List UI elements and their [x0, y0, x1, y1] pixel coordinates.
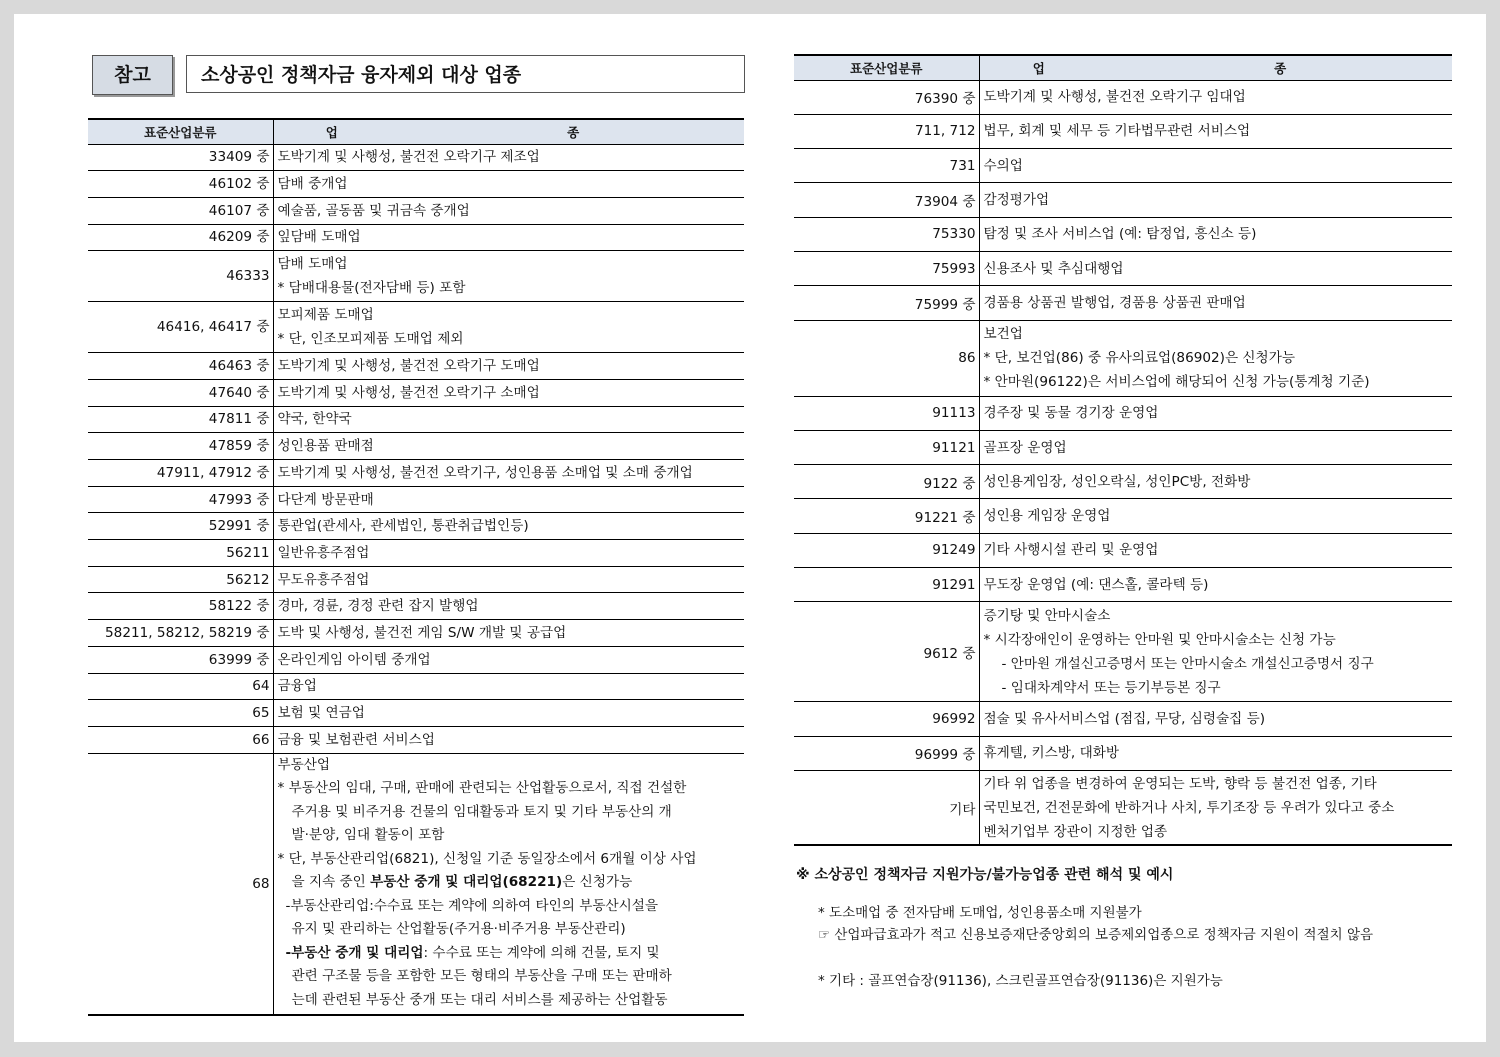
industry-code: 47993 중 [88, 486, 273, 513]
header-industry: 업 종 [979, 55, 1452, 80]
industry-description [979, 602, 1452, 702]
description-line: * 담배대용물(전자담배 등) 포함 [277, 280, 466, 297]
table-row [794, 430, 1452, 464]
table-row [88, 700, 744, 727]
description-line: 무도유흥주점업 [277, 571, 370, 588]
table-row [794, 533, 1452, 567]
description-line: 법무, 회계 및 세무 등 기타법무관련 서비스업 [983, 123, 1251, 140]
description-line: * 단, 인조모피제품 도매업 제외 [277, 331, 464, 348]
description-line: 증기탕 및 안마시술소 [983, 607, 1111, 624]
industry-description [979, 770, 1452, 845]
description-line: 골프장 운영업 [983, 439, 1067, 456]
excluded-industries-table-left [88, 118, 744, 1016]
industry-description [979, 702, 1452, 736]
description-line: 을 지속 중인 부동산 중개 및 대리업(68221)은 신청가능 [291, 874, 633, 891]
industry-code: 58122 중 [88, 593, 273, 620]
header-code: 표준산업분류 [88, 119, 273, 144]
industry-code: 9122 중 [794, 465, 979, 499]
table-row [88, 726, 744, 753]
industry-code: 711, 712 [794, 114, 979, 148]
notes-heading: ※ 소상공인 정책자금 지원가능/불가능업종 관련 해석 및 예시 [796, 867, 1174, 883]
header-industry: 업 종 [273, 119, 744, 144]
description-line: 도박기계 및 사행성, 불건전 오락기구 제조업 [277, 149, 540, 166]
industry-description [273, 486, 744, 513]
industry-description [979, 533, 1452, 567]
description-line: 예술품, 골동품 및 귀금속 중개업 [277, 202, 470, 219]
description-line: 보건업 [983, 326, 1023, 343]
description-line: - 안마원 개설신고증명서 또는 안마시술소 개설신고증명서 징구 [1001, 655, 1374, 672]
table-row [88, 460, 744, 487]
reference-badge: 참고 [92, 55, 173, 95]
industry-code: 65 [88, 700, 273, 727]
table-row [794, 251, 1452, 285]
description-line: 도박기계 및 사행성, 불건전 오락기구, 성인용품 소매업 및 소매 중개업 [277, 464, 693, 481]
industry-description [979, 465, 1452, 499]
industry-code: 46209 중 [88, 224, 273, 251]
table-row [794, 702, 1452, 736]
industry-description [273, 251, 744, 302]
industry-description [273, 620, 744, 647]
description-line: - 임대차계약서 또는 등기부등본 징구 [1001, 679, 1221, 696]
description-line: 담배 중개업 [277, 176, 348, 193]
table-row [88, 406, 744, 433]
note-line: ☞ 산업파급효과가 적고 신용보증재단중앙회의 보증제외업종으로 정책자금 지원이 적절치 않음 [818, 927, 1374, 943]
industry-code: 75993 [794, 251, 979, 285]
table-row [88, 646, 744, 673]
industry-description [273, 353, 744, 380]
table-row [794, 499, 1452, 533]
industry-code: 96999 중 [794, 736, 979, 770]
document-page [14, 14, 1486, 1042]
industry-description [273, 726, 744, 753]
description-line: 일반유흥주점업 [277, 544, 370, 561]
table-header-row [794, 55, 1452, 80]
description-line: 주거용 및 비주거용 건물의 임대활동과 토지 및 기타 부동산의 개 [291, 803, 672, 820]
description-line: 담배 도매업 [277, 256, 348, 273]
header-code: 표준산업분류 [794, 55, 979, 80]
description-line: 는데 관련된 부동산 중개 또는 대리 서비스를 제공하는 산업활동 [291, 991, 668, 1008]
industry-description [273, 302, 744, 353]
table-row [88, 224, 744, 251]
note-line: * 도소매업 중 전자담배 도매업, 성인용품소매 지원불가 [818, 905, 1142, 921]
industry-code: 46333 [88, 251, 273, 302]
note-line: * 기타 : 골프연습장(91136), 스크린골프연습장(91136)은 지원가능 [818, 973, 1223, 989]
description-line: 도박 및 사행성, 불건전 게임 S/W 개발 및 공급업 [277, 624, 567, 641]
description-line: 휴게텔, 키스방, 대화방 [983, 745, 1119, 762]
industry-code: 91113 [794, 396, 979, 430]
table-row [88, 753, 744, 1015]
description-line: 기타 사행시설 관리 및 운영업 [983, 542, 1159, 559]
table-row [794, 770, 1452, 845]
industry-description [273, 700, 744, 727]
description-line: 보험 및 연금업 [277, 705, 365, 722]
description-line: 경마, 경륜, 경정 관련 잡지 발행업 [277, 598, 479, 615]
industry-description [273, 171, 744, 198]
industry-description [273, 197, 744, 224]
description-line: 벤처기업부 장관이 지정한 업종 [983, 823, 1168, 840]
industry-description [979, 251, 1452, 285]
industry-code: 64 [88, 673, 273, 700]
description-line: 온라인게임 아이템 중개업 [277, 651, 431, 668]
table-row [88, 171, 744, 198]
description-line: 경주장 및 동물 경기장 운영업 [983, 405, 1159, 422]
description-line: 감정평가업 [983, 192, 1050, 209]
description-line: 관련 구조물 등을 포함한 모든 형태의 부동산을 구매 또는 판매하 [291, 968, 672, 985]
description-line: 도박기계 및 사행성, 불건전 오락기구 임대업 [983, 89, 1246, 106]
industry-code: 73904 중 [794, 183, 979, 217]
table-header-row [88, 119, 744, 144]
table-body-left [88, 144, 744, 1015]
description-line: 무도장 운영업 (예: 댄스홀, 콜라텍 등) [983, 576, 1209, 593]
table-row [88, 302, 744, 353]
description-line: 성인용품 판매점 [277, 438, 374, 455]
industry-code: 91121 [794, 430, 979, 464]
description-line: 부동산업 [277, 756, 331, 773]
industry-code: 9612 중 [794, 602, 979, 702]
industry-description [979, 736, 1452, 770]
table-row [794, 602, 1452, 702]
description-line: 경품용 상품권 발행업, 경품용 상품권 판매업 [983, 294, 1246, 311]
notes-section [796, 864, 1456, 992]
industry-description [979, 430, 1452, 464]
industry-code: 46463 중 [88, 353, 273, 380]
description-line: 발·분양, 임대 활동이 포함 [291, 827, 445, 844]
table-row [88, 513, 744, 540]
industry-description [979, 568, 1452, 602]
table-row [88, 673, 744, 700]
industry-code: 68 [88, 753, 273, 1015]
industry-description [273, 673, 744, 700]
table-row [794, 736, 1452, 770]
industry-code: 66 [88, 726, 273, 753]
industry-description [979, 396, 1452, 430]
industry-code: 56212 [88, 566, 273, 593]
table-row [88, 486, 744, 513]
industry-description [979, 183, 1452, 217]
table-row [88, 566, 744, 593]
industry-code: 33409 중 [88, 144, 273, 171]
industry-description [979, 149, 1452, 183]
table-row [794, 114, 1452, 148]
table-row [88, 540, 744, 567]
table-row [88, 379, 744, 406]
description-line: * 안마원(96122)은 서비스업에 해당되어 신청 가능(통계청 기준) [983, 374, 1370, 391]
industry-code: 52991 중 [88, 513, 273, 540]
description-line: 국민보건, 건전문화에 반하거나 사치, 투기조장 등 우려가 있다고 중소 [983, 799, 1395, 816]
industry-description [273, 593, 744, 620]
industry-description [979, 320, 1452, 396]
industry-code: 47859 중 [88, 433, 273, 460]
table-row [88, 353, 744, 380]
table-row [88, 433, 744, 460]
industry-description [273, 406, 744, 433]
excluded-industries-table-right [794, 54, 1452, 846]
description-line: 금융 및 보험관련 서비스업 [277, 731, 435, 748]
description-line: 도박기계 및 사행성, 불건전 오락기구 소매업 [277, 384, 540, 401]
industry-description [273, 224, 744, 251]
industry-description [273, 513, 744, 540]
description-line: * 단, 보건업(86) 중 유사의료업(86902)은 신청가능 [983, 350, 1295, 367]
table-row [794, 286, 1452, 320]
table-row [794, 396, 1452, 430]
table-body-right [794, 80, 1452, 845]
description-line: 유지 및 관리하는 산업활동(주거용·비주거용 부동산관리) [291, 921, 626, 938]
description-line: 기타 위 업종을 변경하여 운영되는 도박, 향락 등 불건전 업종, 기타 [983, 775, 1377, 792]
table-row [794, 80, 1452, 114]
industry-description [979, 286, 1452, 320]
industry-code: 46416, 46417 중 [88, 302, 273, 353]
industry-code: 47911, 47912 중 [88, 460, 273, 487]
industry-description [273, 144, 744, 171]
industry-description [273, 460, 744, 487]
industry-code: 91221 중 [794, 499, 979, 533]
industry-description [979, 80, 1452, 114]
table-row [794, 217, 1452, 251]
industry-code: 46107 중 [88, 197, 273, 224]
industry-code: 91249 [794, 533, 979, 567]
description-line: * 시각장애인이 운영하는 안마원 및 안마시술소는 신청 가능 [983, 631, 1336, 648]
industry-description [979, 114, 1452, 148]
industry-code: 58211, 58212, 58219 중 [88, 620, 273, 647]
industry-code: 63999 중 [88, 646, 273, 673]
industry-code: 46102 중 [88, 171, 273, 198]
description-line: 탐정 및 조사 서비스업 (예: 탐정업, 흥신소 등) [983, 226, 1257, 243]
industry-description [273, 566, 744, 593]
industry-code: 76390 중 [794, 80, 979, 114]
description-line: 잎담배 도매업 [277, 229, 361, 246]
table-row [88, 251, 744, 302]
table-row [88, 197, 744, 224]
table-row [794, 568, 1452, 602]
industry-code: 75999 중 [794, 286, 979, 320]
industry-code: 91291 [794, 568, 979, 602]
title-bar [92, 55, 745, 95]
table-row [794, 320, 1452, 396]
industry-code: 56211 [88, 540, 273, 567]
table-row [794, 465, 1452, 499]
industry-code: 86 [794, 320, 979, 396]
industry-code: 75330 [794, 217, 979, 251]
table-row [794, 149, 1452, 183]
description-line: 도박기계 및 사행성, 불건전 오락기구 도매업 [277, 358, 540, 375]
table-row [88, 593, 744, 620]
description-line: 통관업(관세사, 관세법인, 통관취급법인등) [277, 518, 529, 535]
industry-description [273, 379, 744, 406]
description-line: 수의업 [983, 157, 1023, 174]
industry-description [979, 217, 1452, 251]
description-line: 점술 및 유사서비스업 (점집, 무당, 심령술집 등) [983, 711, 1266, 727]
table-row [794, 183, 1452, 217]
industry-code: 96992 [794, 702, 979, 736]
description-line: 성인용 게임장 운영업 [983, 508, 1111, 525]
page-title: 소상공인 정책자금 융자제외 대상 업종 [186, 55, 745, 93]
description-line: 금융업 [277, 678, 317, 695]
description-line: 모피제품 도매업 [277, 307, 374, 324]
description-line: -부동산관리업:수수료 또는 계약에 의하여 타인의 부동산시설을 [285, 897, 659, 914]
description-line: -부동산 중개 및 대리업: 수수료 또는 계약에 의해 건물, 토지 및 [285, 944, 660, 961]
description-line: 성인용게임장, 성인오락실, 성인PC방, 전화방 [983, 473, 1251, 490]
industry-description [979, 499, 1452, 533]
description-line: * 단, 부동산관리업(6821), 신청일 기준 동일장소에서 6개월 이상 사업 [277, 850, 697, 867]
industry-code: 기타 [794, 770, 979, 845]
industry-description [273, 433, 744, 460]
table-row [88, 620, 744, 647]
industry-description [273, 753, 744, 1015]
industry-code: 731 [794, 149, 979, 183]
industry-description [273, 646, 744, 673]
industry-code: 47640 중 [88, 379, 273, 406]
description-line: 신용조사 및 추심대행업 [983, 260, 1124, 277]
industry-code: 47811 중 [88, 406, 273, 433]
industry-description [273, 540, 744, 567]
description-line: * 부동산의 임대, 구매, 판매에 관련되는 산업활동으로서, 직접 건설한 [277, 780, 687, 797]
table-row [88, 144, 744, 171]
description-line: 다단계 방문판매 [277, 491, 374, 508]
description-line: 약국, 한약국 [277, 411, 352, 428]
